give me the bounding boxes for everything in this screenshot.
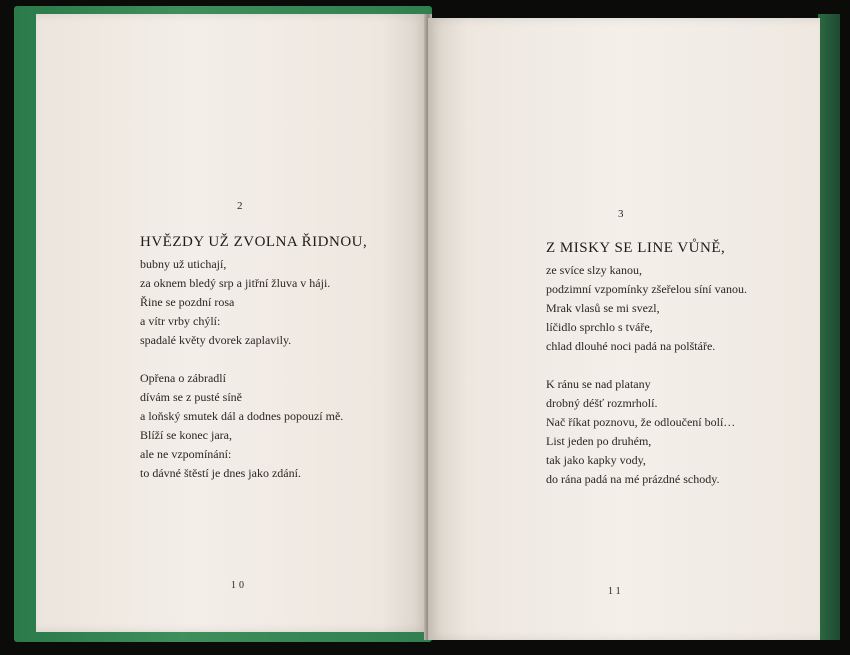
poem-title: Z MISKY SE LINE VŮNĚ, [546, 240, 726, 256]
verse-line: podzimní vzpomínky zšeřelou síní vanou. [546, 282, 747, 296]
left-page [36, 14, 428, 632]
verse-line: za oknem bledý srp a jitřní žluva v háji. [140, 276, 331, 290]
verse-line: a vítr vrby chýlí: [140, 314, 221, 328]
page-number: 11 [608, 586, 624, 597]
stanza-gap [140, 350, 343, 369]
verse-line: K ránu se nad platany [546, 377, 651, 391]
book-cover-right [818, 14, 840, 640]
verse-line: Opřena o zábradlí [140, 371, 226, 385]
verse-line: Mrak vlasů se mi svezl, [546, 301, 660, 315]
verse-line: Blíží se konec jara, [140, 428, 232, 442]
poem-number: 3 [618, 208, 624, 220]
verse-line: List jeden po druhém, [546, 434, 652, 448]
verse-line: dívám se z pusté síně [140, 390, 242, 404]
verse-line: chlad dlouhé noci padá na polštáře. [546, 339, 716, 353]
verse-line: líčidlo sprchlo s tváře, [546, 320, 653, 334]
verse-line: Řine se pozdní rosa [140, 295, 235, 309]
stanza-gap [546, 356, 747, 375]
poem-number: 2 [237, 200, 243, 212]
poem-title: HVĚZDY UŽ ZVOLNA ŘIDNOU, [140, 234, 368, 250]
verse-line: bubny už utichají, [140, 257, 227, 271]
verse-line: ale ne vzpomínání: [140, 447, 232, 461]
verse-line: tak jako kapky vody, [546, 453, 646, 467]
verse-line: drobný déšť rozmrholí. [546, 396, 658, 410]
verse-line: Nač říkat poznovu, že odloučení bolí… [546, 415, 736, 429]
poem-body [140, 255, 343, 483]
page-number: 10 [231, 580, 247, 591]
verse-line: do rána padá na mé prázdné schody. [546, 472, 720, 486]
right-page [428, 18, 820, 640]
verse-line: to dávné štěstí je dnes jako zdání. [140, 466, 301, 480]
poem-body [546, 261, 747, 489]
verse-line: ze svíce slzy kanou, [546, 263, 642, 277]
verse-line: a loňský smutek dál a dodnes popouzí mě. [140, 409, 344, 423]
verse-line: spadalé květy dvorek zaplavily. [140, 333, 292, 347]
